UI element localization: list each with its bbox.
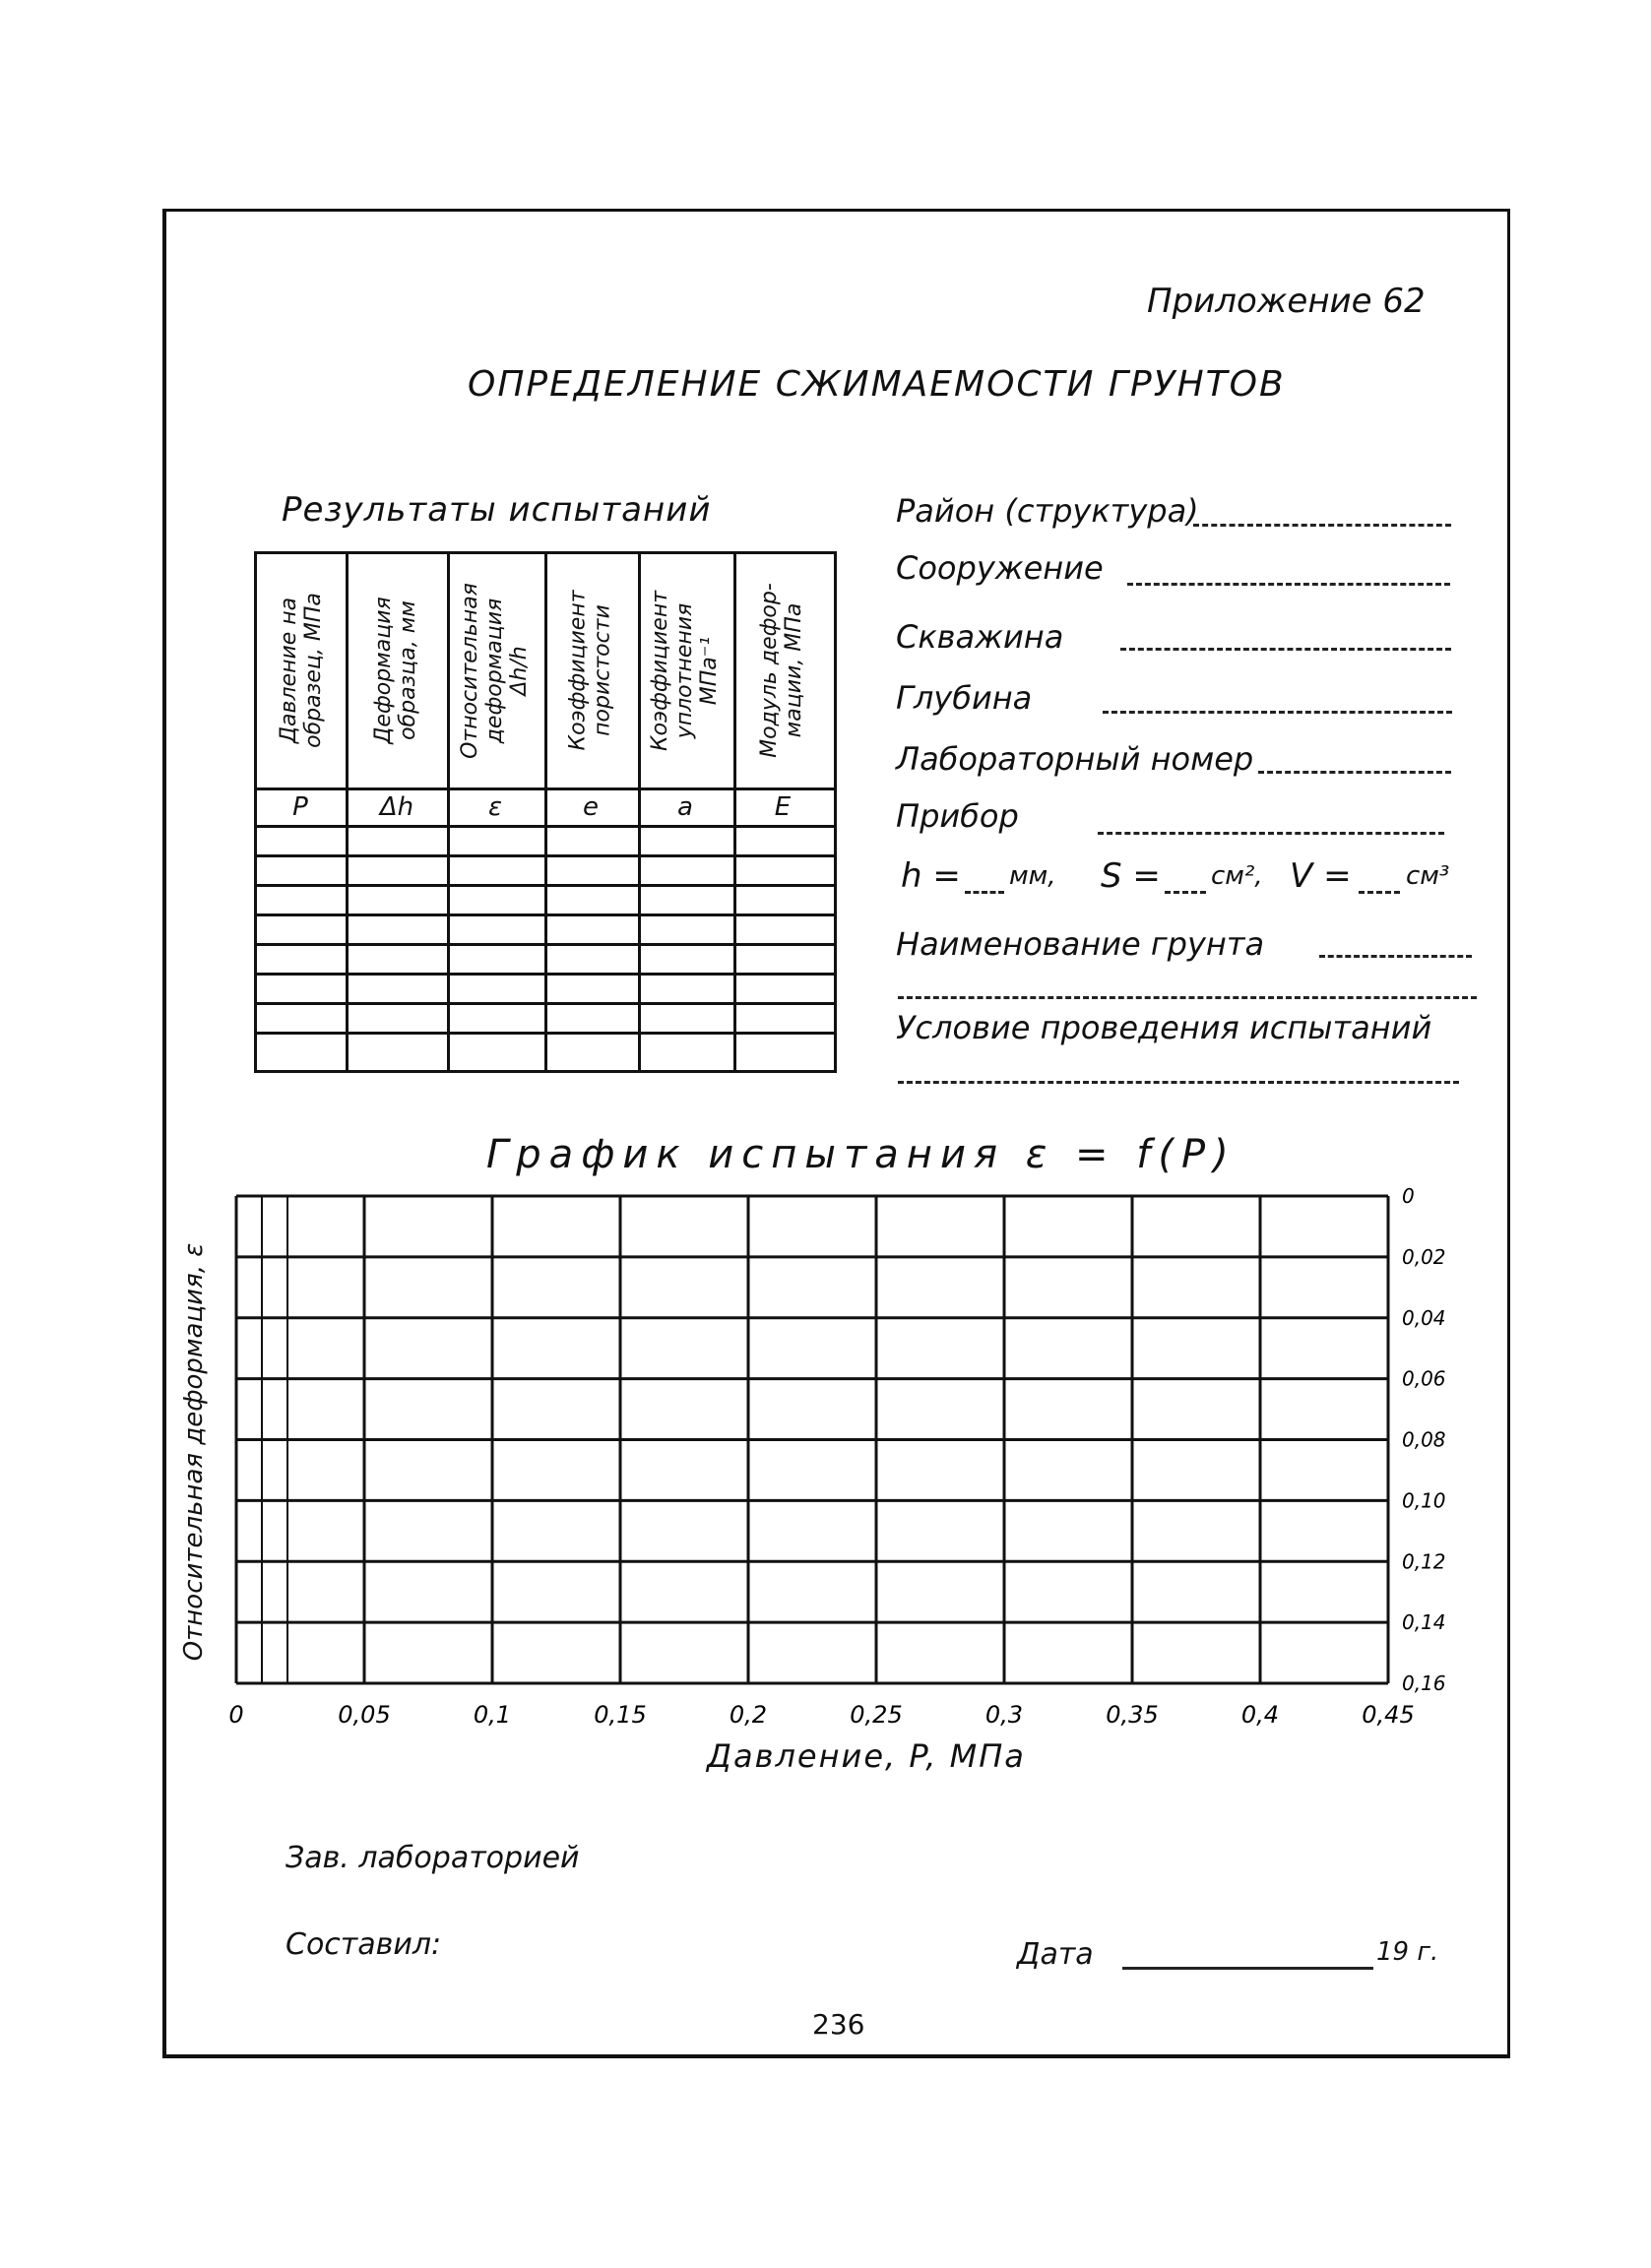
s-label: S = — [1101, 856, 1161, 896]
soil-name-label: Наименование грунта — [896, 925, 1265, 963]
col-header-deformation: Деформация образца, мм — [371, 597, 421, 744]
chart-y-label: Относительная деформация, ε — [179, 1242, 209, 1662]
soil-name-line[interactable] — [1319, 955, 1472, 958]
col-header-pressure: Давление на образец, МПа — [277, 593, 326, 748]
x-tick-label: 0,15 — [594, 1701, 647, 1729]
h-unit: мм, — [1009, 861, 1056, 891]
lab-number-line[interactable] — [1258, 771, 1451, 774]
year-suffix: 19 г. — [1376, 1937, 1439, 1967]
y-tick-label: 0,14 — [1402, 1610, 1446, 1635]
results-heading: Результаты испытаний — [282, 490, 712, 530]
x-tick-label: 0,05 — [338, 1701, 391, 1729]
structure-line[interactable] — [1127, 583, 1450, 586]
lab-number-label: Лабораторный номер — [896, 740, 1254, 778]
chart-svg — [217, 1176, 1446, 1747]
x-tick-label: 0,2 — [729, 1701, 768, 1729]
page-title: ОПРЕДЕЛЕНИЕ СЖИМАЕМОСТИ ГРУНТОВ — [468, 364, 1286, 405]
conditions-line[interactable] — [898, 1081, 1459, 1084]
y-tick-label: 0,02 — [1402, 1244, 1446, 1269]
v-line[interactable] — [1359, 891, 1400, 894]
s-unit: см², — [1211, 861, 1263, 891]
chart-title: График испытания ε = f(P) — [486, 1132, 1237, 1177]
head-of-lab-label: Зав. лабораторией — [286, 1841, 580, 1875]
chart-x-ticks — [228, 1701, 1414, 1729]
col-symbol-modulus: E — [774, 792, 792, 822]
y-tick-label: 0,12 — [1402, 1549, 1446, 1574]
h-line[interactable] — [965, 891, 1004, 894]
date-line[interactable] — [1122, 1967, 1373, 1970]
compiled-by-label: Составил: — [286, 1927, 442, 1962]
y-tick-label: 0,06 — [1402, 1366, 1446, 1391]
chart-x-label: Давление, P, МПа — [707, 1737, 1026, 1775]
v-unit: см³ — [1406, 861, 1450, 891]
col-symbol-p: P — [292, 792, 308, 822]
x-tick-label: 0,35 — [1106, 1701, 1159, 1729]
s-line[interactable] — [1165, 891, 1206, 894]
col-header-porosity: Коэффициент пористости — [566, 590, 616, 751]
x-tick-label: 0,4 — [1240, 1701, 1280, 1729]
conditions-label: Условие проведения испытаний — [896, 1009, 1432, 1046]
y-tick-label: 0,10 — [1402, 1488, 1446, 1513]
soil-name-line-2[interactable] — [898, 996, 1477, 999]
x-tick-label: 0 — [228, 1701, 244, 1729]
y-tick-label: 0,16 — [1402, 1671, 1446, 1695]
col-header-modulus: Модуль дефор- мации, МПа — [757, 583, 806, 758]
x-tick-label: 0,25 — [850, 1701, 903, 1729]
borehole-line[interactable] — [1120, 648, 1451, 651]
results-table — [254, 551, 837, 1073]
v-label: V = — [1290, 856, 1352, 896]
y-tick-label: 0 — [1402, 1184, 1415, 1208]
appendix-label: Приложение 62 — [1147, 282, 1426, 321]
h-label: h = — [901, 856, 961, 896]
y-tick-label: 0,04 — [1402, 1305, 1446, 1330]
col-symbol-eps: ε — [487, 792, 503, 822]
district-line[interactable] — [1193, 524, 1451, 527]
y-tick-label: 0,08 — [1402, 1427, 1446, 1452]
col-symbol-e: e — [583, 792, 599, 822]
chart-y-ticks — [1402, 1184, 1446, 1695]
page-number: 236 — [812, 2008, 865, 2041]
structure-label: Сооружение — [896, 549, 1104, 587]
chart-grid — [236, 1196, 1388, 1683]
date-label: Дата — [1017, 1937, 1094, 1972]
x-tick-label: 0,3 — [984, 1701, 1024, 1729]
depth-line[interactable] — [1103, 711, 1452, 714]
col-header-relative-deformation: Относительная деформация Δh/h — [457, 582, 532, 759]
x-tick-label: 0,1 — [473, 1701, 512, 1729]
borehole-label: Скважина — [896, 618, 1064, 656]
device-label: Прибор — [896, 797, 1019, 835]
district-label: Район (структура) — [896, 492, 1199, 530]
col-header-compaction: Коэффициент уплотнения МПа⁻¹ — [648, 590, 723, 751]
device-line[interactable] — [1098, 832, 1444, 835]
depth-label: Глубина — [896, 679, 1033, 717]
col-symbol-a: a — [677, 792, 693, 822]
x-tick-label: 0,45 — [1362, 1701, 1415, 1729]
col-symbol-dh: Δh — [379, 792, 414, 822]
